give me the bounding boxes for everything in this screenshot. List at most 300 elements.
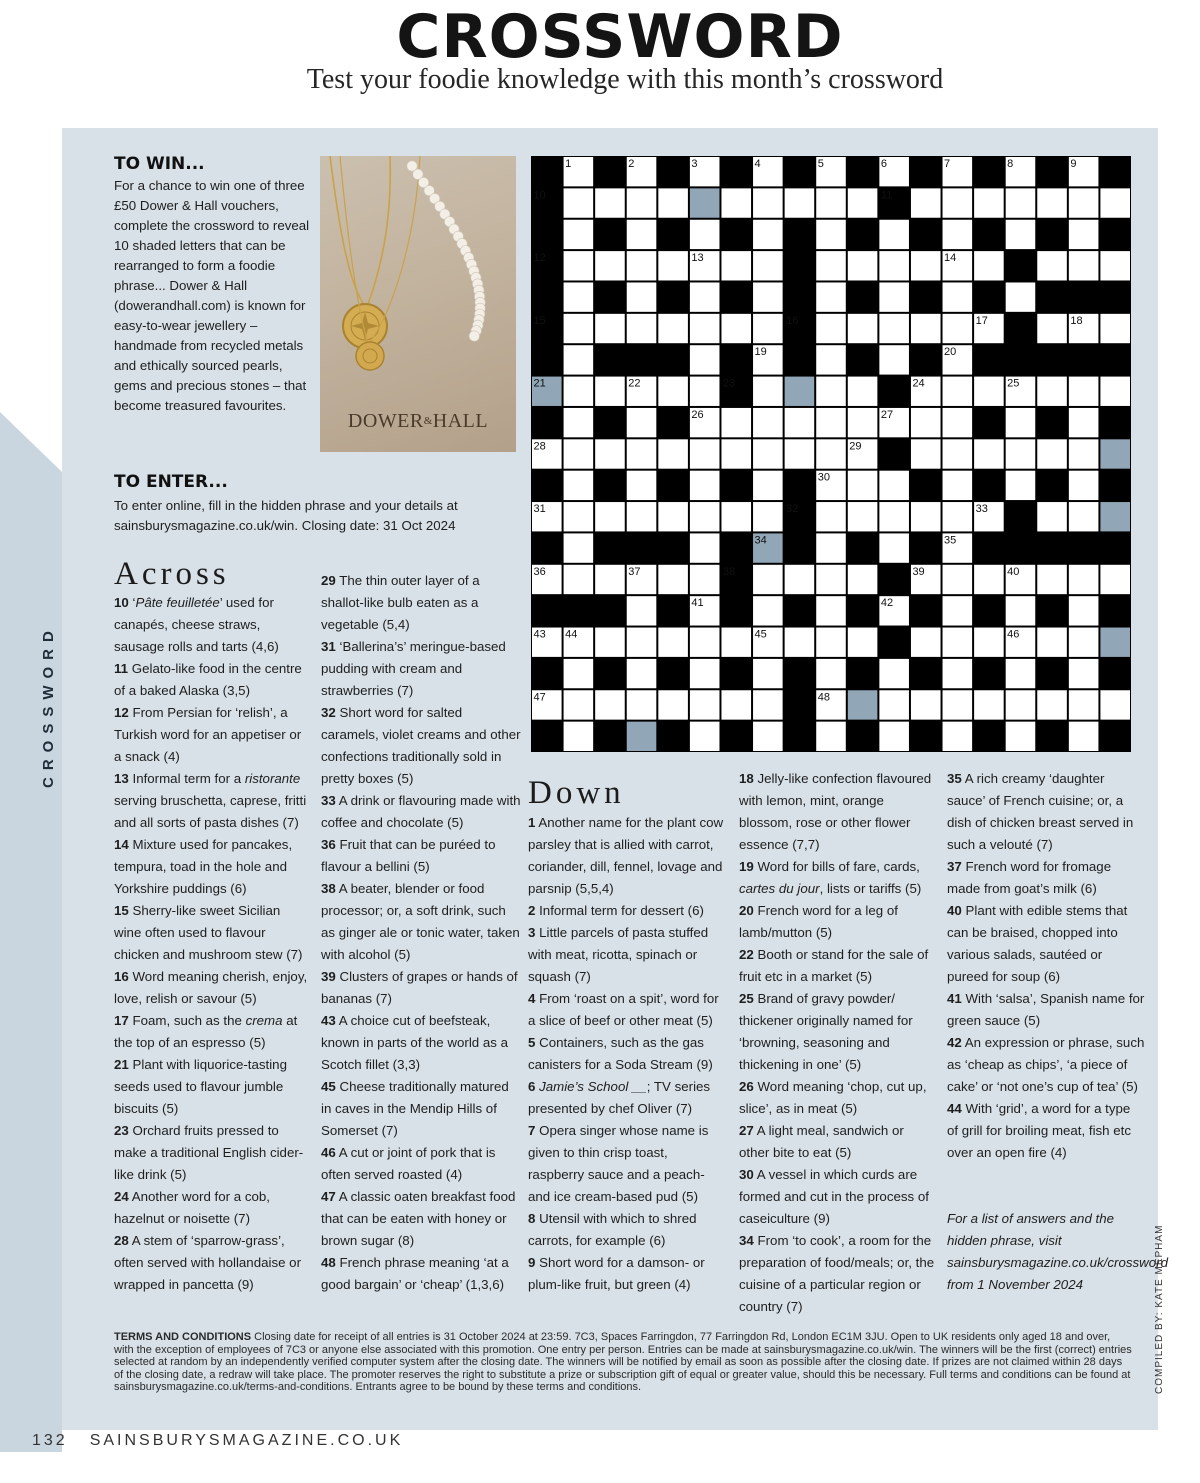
clue-text: A drink or flavouring made with coffee and chocolate (5) [321, 793, 521, 830]
grid-cell[interactable] [690, 220, 720, 249]
grid-cell[interactable] [595, 502, 625, 531]
grid-cell[interactable] [943, 282, 973, 311]
grid-cell[interactable] [785, 628, 815, 657]
down-clue [739, 1230, 937, 1318]
grid-cell[interactable] [627, 628, 657, 657]
grid-cell[interactable] [974, 251, 1004, 280]
grid-cell[interactable] [848, 251, 878, 280]
grid-cell[interactable] [658, 439, 688, 468]
grid-cell[interactable] [627, 314, 657, 343]
grid-cell[interactable] [879, 282, 909, 311]
grid-cell[interactable] [627, 596, 657, 625]
grid-cell[interactable] [753, 377, 783, 406]
grid-cell[interactable] [1069, 408, 1099, 437]
grid-cell[interactable] [658, 314, 688, 343]
grid-cell[interactable] [911, 408, 941, 437]
grid-cell[interactable] [564, 471, 594, 500]
grid-cell[interactable] [785, 439, 815, 468]
grid-cell[interactable] [848, 314, 878, 343]
grid-cell[interactable] [1006, 188, 1036, 217]
clue-number: 33 [321, 793, 336, 808]
clue-text: With ‘salsa’, Spanish name for green sauce (5) [947, 991, 1145, 1028]
grid-cell[interactable] [690, 502, 720, 531]
site-url: SAINSBURYSMAGAZINE.CO.UK [89, 1432, 404, 1449]
terms-label: TERMS AND CONDITIONS [114, 1331, 252, 1343]
grid-cell[interactable] [1100, 565, 1130, 594]
clue-text: Utensil with which to shred carrots, for example (6) [528, 1211, 697, 1248]
grid-cell[interactable] [690, 345, 720, 374]
grid-cell[interactable] [848, 377, 878, 406]
grid-cell[interactable] [879, 471, 909, 500]
grid-cell[interactable] [1069, 565, 1099, 594]
across-clue [114, 658, 310, 702]
clue-number: 15 [114, 903, 129, 918]
grid-cell[interactable] [816, 251, 846, 280]
grid-cell[interactable] [816, 314, 846, 343]
clue-italic-text: Pâte feuilletée [135, 595, 220, 610]
grid-cell[interactable] [911, 314, 941, 343]
clue-text: Word for bills of fare, cards, [757, 859, 920, 874]
grid-cell[interactable] [753, 220, 783, 249]
clue-text: ‘Ballerina’s’ meringue-based pudding with cream and strawberries (7) [321, 639, 506, 698]
grid-cell[interactable] [1037, 565, 1067, 594]
grid-cell[interactable] [1069, 377, 1099, 406]
grid-cell[interactable] [785, 188, 815, 217]
clue-text: , lists or tariffs (5) [819, 881, 922, 896]
grid-cell[interactable] [943, 377, 973, 406]
grid-cell[interactable] [721, 628, 751, 657]
grid-cell[interactable] [1037, 628, 1067, 657]
grid-cell[interactable] [879, 690, 909, 719]
across-clue [321, 570, 521, 636]
grid-cell[interactable] [690, 690, 720, 719]
grid-cell[interactable] [564, 533, 594, 562]
grid-cell[interactable] [595, 565, 625, 594]
clue-number: 39 [321, 969, 336, 984]
down-clue [528, 922, 726, 988]
grid-cell[interactable] [627, 251, 657, 280]
grid-cell[interactable] [690, 314, 720, 343]
down-heading: Down [528, 775, 625, 811]
clue-number: 21 [114, 1057, 129, 1072]
grid-cell[interactable] [816, 408, 846, 437]
grid-cell[interactable] [974, 690, 1004, 719]
clue-text: A classic oaten breakfast food that can be eaten with honey or brown sugar (8) [321, 1189, 516, 1248]
grid-cell[interactable] [1100, 251, 1130, 280]
grid-cell[interactable] [1037, 690, 1067, 719]
clue-text: Word meaning cherish, enjoy, love, relish or savour (5) [114, 969, 308, 1006]
grid-cell[interactable] [1006, 439, 1036, 468]
grid-cell[interactable] [848, 471, 878, 500]
grid-cell[interactable] [816, 596, 846, 625]
crossword-grid[interactable] [531, 156, 1131, 752]
grid-cell[interactable] [721, 314, 751, 343]
clue-number: 29 [321, 573, 336, 588]
cell-number: 29 [849, 440, 862, 453]
grid-cell[interactable] [943, 314, 973, 343]
clue-number: 45 [321, 1079, 336, 1094]
cell-number: 11 [880, 189, 893, 202]
grid-cell-shaded[interactable] [848, 690, 878, 719]
grid-cell[interactable] [753, 188, 783, 217]
grid-cell[interactable] [595, 251, 625, 280]
clue-number: 41 [947, 991, 962, 1006]
grid-cell[interactable] [974, 188, 1004, 217]
grid-cell[interactable] [879, 659, 909, 688]
grid-cell[interactable] [974, 628, 1004, 657]
grid-cell[interactable] [753, 690, 783, 719]
grid-cell[interactable] [564, 659, 594, 688]
grid-cell[interactable] [627, 439, 657, 468]
across-clue [114, 768, 310, 834]
grid-cell[interactable] [911, 251, 941, 280]
grid-cell[interactable] [816, 565, 846, 594]
grid-cell-shaded[interactable] [1100, 502, 1130, 531]
grid-cell[interactable] [627, 659, 657, 688]
down-clue [528, 1076, 726, 1120]
grid-cell[interactable] [1006, 596, 1036, 625]
grid-cell[interactable] [848, 408, 878, 437]
clue-text: Clusters of grapes or hands of bananas (7) [321, 969, 518, 1006]
grid-cell[interactable] [1006, 722, 1036, 751]
grid-cell[interactable] [753, 408, 783, 437]
across-clue [114, 1010, 310, 1054]
grid-cell[interactable] [1100, 377, 1130, 406]
across-clue [321, 1186, 521, 1252]
grid-cell[interactable] [690, 282, 720, 311]
cell-number: 48 [817, 691, 830, 704]
grid-cell[interactable] [721, 251, 751, 280]
across-clue [321, 1076, 521, 1142]
grid-cell[interactable] [658, 628, 688, 657]
grid-cell[interactable] [1006, 471, 1036, 500]
grid-cell[interactable] [911, 690, 941, 719]
grid-cell[interactable] [564, 220, 594, 249]
necklace-illustration [320, 156, 516, 452]
grid-cell[interactable] [879, 533, 909, 562]
grid-cell[interactable] [658, 565, 688, 594]
grid-cell[interactable] [721, 502, 751, 531]
clue-text: ‘ [132, 595, 136, 610]
cell-number: 20 [944, 346, 957, 359]
cell-number: 37 [628, 565, 641, 578]
grid-cell[interactable] [658, 690, 688, 719]
grid-cell[interactable] [690, 439, 720, 468]
across-clue [321, 702, 521, 790]
grid-cell[interactable] [564, 408, 594, 437]
grid-cell[interactable] [943, 565, 973, 594]
grid-cell[interactable] [564, 345, 594, 374]
grid-cell[interactable] [564, 282, 594, 311]
clue-text: A choice cut of beefsteak, known in parts of the world as a Scotch fillet (3,3) [321, 1013, 508, 1072]
cell-number: 47 [533, 691, 546, 704]
grid-cell[interactable] [943, 220, 973, 249]
grid-cell[interactable] [1100, 188, 1130, 217]
cell-number: 12 [533, 252, 546, 265]
grid-cell[interactable] [848, 188, 878, 217]
grid-cell[interactable] [627, 690, 657, 719]
grid-cell[interactable] [690, 565, 720, 594]
grid-cell[interactable] [753, 471, 783, 500]
to-enter-text: To enter online, fill in the hidden phrase and your details at sainsburysmagazine.co.uk/win. Closing date: 31 Oct 2024 [114, 498, 458, 533]
clue-text: ’ used for canapés, cheese straws, sausage rolls and tarts (4,6) [114, 595, 279, 654]
grid-cell[interactable] [816, 722, 846, 751]
grid-cell[interactable] [721, 188, 751, 217]
grid-cell[interactable] [879, 502, 909, 531]
grid-cell[interactable] [1069, 596, 1099, 625]
grid-cell[interactable] [1069, 690, 1099, 719]
grid-cell[interactable] [943, 408, 973, 437]
grid-cell[interactable] [816, 533, 846, 562]
cell-number: 18 [1070, 314, 1083, 327]
grid-cell[interactable] [943, 439, 973, 468]
grid-cell[interactable] [564, 314, 594, 343]
down-clue [528, 1208, 726, 1252]
clue-text: A cut or joint of pork that is often served roasted (4) [321, 1145, 496, 1182]
grid-cell[interactable] [627, 408, 657, 437]
grid-cell[interactable] [1069, 220, 1099, 249]
grid-cell[interactable] [564, 439, 594, 468]
grid-cell[interactable] [879, 251, 909, 280]
grid-cell[interactable] [658, 377, 688, 406]
grid-cell[interactable] [943, 596, 973, 625]
down-clue [528, 900, 726, 922]
to-win-heading: TO WIN... [114, 154, 205, 174]
grid-cell[interactable] [974, 565, 1004, 594]
cell-number: 26 [691, 408, 704, 421]
grid-cell[interactable] [816, 377, 846, 406]
clue-number: 18 [739, 771, 754, 786]
grid-cell[interactable] [943, 471, 973, 500]
crossword-grid-svg[interactable] [531, 156, 1131, 752]
down-clues-column-3 [947, 768, 1145, 1164]
grid-cell[interactable] [785, 565, 815, 594]
cell-number: 22 [628, 377, 641, 390]
cell-number: 14 [944, 252, 957, 265]
grid-cell[interactable] [911, 439, 941, 468]
grid-cell[interactable] [595, 628, 625, 657]
grid-cell[interactable] [1069, 471, 1099, 500]
grid-cell[interactable] [658, 188, 688, 217]
grid-cell[interactable] [753, 722, 783, 751]
to-win-text: For a chance to win one of three £50 Dower & Hall vouchers, complete the crossword to reveal 10 shaded letters that can be rearranged to form a foodie phrase... Dower & Hall (dowerandhall.com) is known for easy-to-wear jewellery – handmade from recycled metals and ethically sourced pearls, gems and precious stones – that become treasured favourites. [114, 178, 310, 413]
grid-cell[interactable] [943, 628, 973, 657]
grid-cell-shaded[interactable] [1100, 439, 1130, 468]
cell-number: 32 [786, 503, 799, 516]
clue-number: 17 [114, 1013, 129, 1028]
clue-italic-text: Jamie’s School __ [539, 1079, 647, 1094]
grid-cell[interactable] [848, 502, 878, 531]
clue-text: Booth or stand for the sale of fruit etc in a market (5) [739, 947, 929, 984]
cell-number: 35 [944, 534, 957, 547]
grid-cell[interactable] [848, 628, 878, 657]
grid-cell[interactable] [753, 439, 783, 468]
clue-number: 6 [528, 1079, 536, 1094]
across-clue [321, 790, 521, 834]
grid-cell[interactable] [911, 188, 941, 217]
grid-cell[interactable] [564, 502, 594, 531]
grid-cell[interactable] [816, 659, 846, 688]
grid-cell[interactable] [564, 188, 594, 217]
grid-cell[interactable] [1006, 690, 1036, 719]
grid-cell[interactable] [816, 188, 846, 217]
grid-cell[interactable] [816, 282, 846, 311]
down-clue [739, 1120, 937, 1164]
grid-cell[interactable] [753, 659, 783, 688]
grid-cell[interactable] [753, 565, 783, 594]
grid-cell[interactable] [1037, 251, 1067, 280]
grid-cell[interactable] [627, 471, 657, 500]
clue-text: From Persian for ‘relish’, a Turkish word for an appetiser or a snack (4) [114, 705, 302, 764]
grid-cell[interactable] [1069, 628, 1099, 657]
grid-cell[interactable] [879, 314, 909, 343]
clue-text: A rich creamy ‘daughter sauce’ of French cuisine; or, a dish of chicken breast served in such a velouté (7) [947, 771, 1134, 852]
grid-cell[interactable] [879, 345, 909, 374]
grid-cell[interactable] [1037, 502, 1067, 531]
clue-number: 11 [114, 661, 129, 676]
cell-number: 21 [533, 377, 546, 390]
clue-number: 48 [321, 1255, 336, 1270]
grid-cell[interactable] [595, 188, 625, 217]
grid-cell-shaded[interactable] [690, 188, 720, 217]
grid-cell[interactable] [1069, 251, 1099, 280]
down-clue [739, 856, 937, 900]
grid-cell[interactable] [911, 628, 941, 657]
grid-cell[interactable] [690, 377, 720, 406]
cell-number: 13 [691, 252, 704, 265]
grid-cell[interactable] [943, 722, 973, 751]
grid-cell[interactable] [974, 439, 1004, 468]
grid-cell[interactable] [721, 408, 751, 437]
grid-cell[interactable] [753, 502, 783, 531]
grid-cell[interactable] [1100, 314, 1130, 343]
grid-cell[interactable] [753, 314, 783, 343]
brand-logo: DOWER&HALL [347, 410, 489, 432]
grid-cell[interactable] [943, 659, 973, 688]
grid-cell[interactable] [595, 690, 625, 719]
grid-cell[interactable] [564, 377, 594, 406]
grid-cell[interactable] [879, 220, 909, 249]
grid-cell[interactable] [1069, 722, 1099, 751]
down-clue [528, 1032, 726, 1076]
clue-number: 20 [739, 903, 754, 918]
section-label: CROSSWORD [40, 624, 57, 788]
grid-cell[interactable] [690, 722, 720, 751]
cell-number: 8 [1007, 158, 1014, 170]
grid-cell[interactable] [690, 471, 720, 500]
grid-cell[interactable] [1037, 314, 1067, 343]
grid-cell[interactable] [721, 439, 751, 468]
clue-number: 2 [528, 903, 536, 918]
grid-cell-shaded[interactable] [627, 722, 657, 751]
grid-cell[interactable] [1006, 659, 1036, 688]
grid-cell[interactable] [1037, 439, 1067, 468]
grid-cell[interactable] [1069, 502, 1099, 531]
cell-number: 2 [628, 158, 635, 170]
grid-cell[interactable] [816, 345, 846, 374]
grid-cell[interactable] [595, 377, 625, 406]
grid-cell[interactable] [627, 502, 657, 531]
grid-cell[interactable] [785, 408, 815, 437]
grid-cell[interactable] [943, 690, 973, 719]
down-clue [947, 988, 1145, 1032]
down-clue [739, 988, 937, 1076]
grid-cell[interactable] [721, 690, 751, 719]
grid-cell[interactable] [911, 502, 941, 531]
grid-cell[interactable] [1069, 439, 1099, 468]
grid-cell[interactable] [943, 502, 973, 531]
grid-cell[interactable] [690, 659, 720, 688]
cell-number: 38 [722, 565, 736, 578]
grid-cell[interactable] [816, 439, 846, 468]
grid-cell[interactable] [816, 220, 846, 249]
cell-number: 40 [1007, 565, 1020, 578]
grid-cell[interactable] [1037, 377, 1067, 406]
cell-number: 39 [912, 565, 925, 578]
grid-cell[interactable] [595, 439, 625, 468]
grid-cell[interactable] [1037, 188, 1067, 217]
clue-italic-text: ristorante [244, 771, 301, 786]
grid-cell[interactable] [595, 314, 625, 343]
grid-cell[interactable] [1100, 690, 1130, 719]
grid-cell[interactable] [1006, 220, 1036, 249]
cell-number: 4 [754, 158, 761, 170]
grid-cell[interactable] [848, 565, 878, 594]
clue-number: 4 [528, 991, 536, 1006]
grid-cell[interactable] [564, 251, 594, 280]
grid-cell[interactable] [564, 690, 594, 719]
grid-cell[interactable] [1006, 282, 1036, 311]
grid-cell[interactable] [753, 282, 783, 311]
across-clue [321, 878, 521, 966]
grid-cell[interactable] [564, 565, 594, 594]
grid-cell[interactable] [627, 188, 657, 217]
grid-cell[interactable] [658, 502, 688, 531]
grid-cell[interactable] [690, 628, 720, 657]
cell-number: 6 [880, 158, 887, 170]
grid-cell[interactable] [943, 188, 973, 217]
page-subtitle: Test your foodie knowledge with this month’s crossword [306, 64, 944, 95]
grid-cell[interactable] [627, 282, 657, 311]
grid-cell[interactable] [816, 502, 846, 531]
grid-cell[interactable] [879, 722, 909, 751]
clue-number: 10 [114, 595, 129, 610]
clue-number: 37 [947, 859, 962, 874]
clue-number: 19 [739, 859, 754, 874]
grid-cell-shaded[interactable] [785, 377, 815, 406]
terms-and-conditions [114, 1331, 1132, 1394]
across-clue [114, 1120, 310, 1186]
clue-number: 46 [321, 1145, 336, 1160]
grid-cell[interactable] [658, 251, 688, 280]
grid-cell-shaded[interactable] [1100, 628, 1130, 657]
grid-cell[interactable] [974, 377, 1004, 406]
grid-cell[interactable] [690, 533, 720, 562]
grid-cell[interactable] [1069, 188, 1099, 217]
clue-text: ; TV series presented by chef Oliver (7) [528, 1079, 711, 1116]
clue-number: 13 [114, 771, 129, 786]
across-clue [114, 1230, 310, 1296]
cell-number: 1 [565, 158, 572, 170]
grid-cell[interactable] [753, 251, 783, 280]
grid-cell[interactable] [627, 220, 657, 249]
grid-cell[interactable] [816, 628, 846, 657]
grid-cell[interactable] [564, 722, 594, 751]
grid-cell[interactable] [753, 596, 783, 625]
grid-cell[interactable] [1069, 659, 1099, 688]
grid-cell[interactable] [1006, 408, 1036, 437]
cell-number: 3 [691, 158, 698, 170]
